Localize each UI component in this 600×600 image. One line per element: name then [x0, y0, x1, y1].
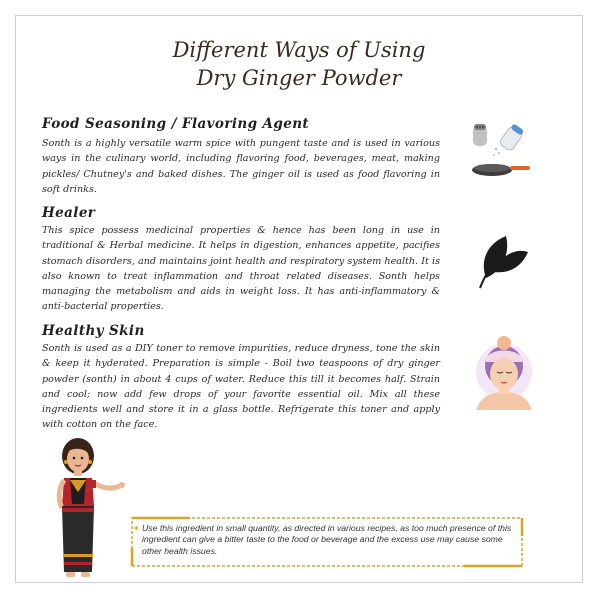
section-body-healthy-skin: Sonth is used as a DIY toner to remove impurities, reduce dryness, tone the skin & keep it hyderated. Preparation is simple - Boil two teaspoons of dry ginger powder (sonth) in about 4 cups of water. Reduce this till it becomes half. Strain and cool; now add few drops of your favorite essential oil. Mix all these ingredients well and store it in a glass bottle. Refrigerate this toner and apply with cotton on the face.	[42, 343, 440, 431]
section-heading-food-seasoning: Food Seasoning / Flavoring Agent	[42, 116, 310, 132]
title-line-2: Dry Ginger Powder	[196, 66, 402, 90]
note-text: Use this ingredient in small quantity, as directed in various recipes, as too much presence of this ingredient can give a bitter taste to the food or beverage and the excess use may cause some other health issues.	[142, 523, 512, 556]
title-line-1: Different Ways of Using	[172, 38, 426, 62]
leaf-icon	[476, 232, 530, 294]
face-skincare-icon	[468, 334, 540, 416]
section-heading-healer: Healer	[42, 205, 96, 221]
section-body-healer: This spice possess medicinal properties & hence has been long in use in traditional & Herbal medicine. It helps in digestion, enhances appetite, pacifies stomach disorders, and maintains joint health and respiratory system health. It is also known to treat inflammation and throat related diseases. Sonth helps managing the metabolism and aids in weight loss. It has anti-inflammatory & anti-bacterial properties.	[42, 225, 440, 313]
note-box	[130, 516, 524, 568]
page-title	[15, 36, 583, 92]
section-heading-healthy-skin: Healthy Skin	[42, 323, 145, 339]
section-body-food-seasoning: Sonth is a highly versatile warm spice with pungent taste and is used in various ways in the culinary world, including flavoring food, beverages, meat, making pickles/ Chutney's and baked dishes. The ginger oil is used as food flavoring in soft drinks.	[42, 138, 440, 195]
sparkle-icon: ✦	[133, 524, 140, 533]
seasoning-pan-icon	[470, 122, 532, 188]
woman-character-illustration	[48, 434, 130, 588]
